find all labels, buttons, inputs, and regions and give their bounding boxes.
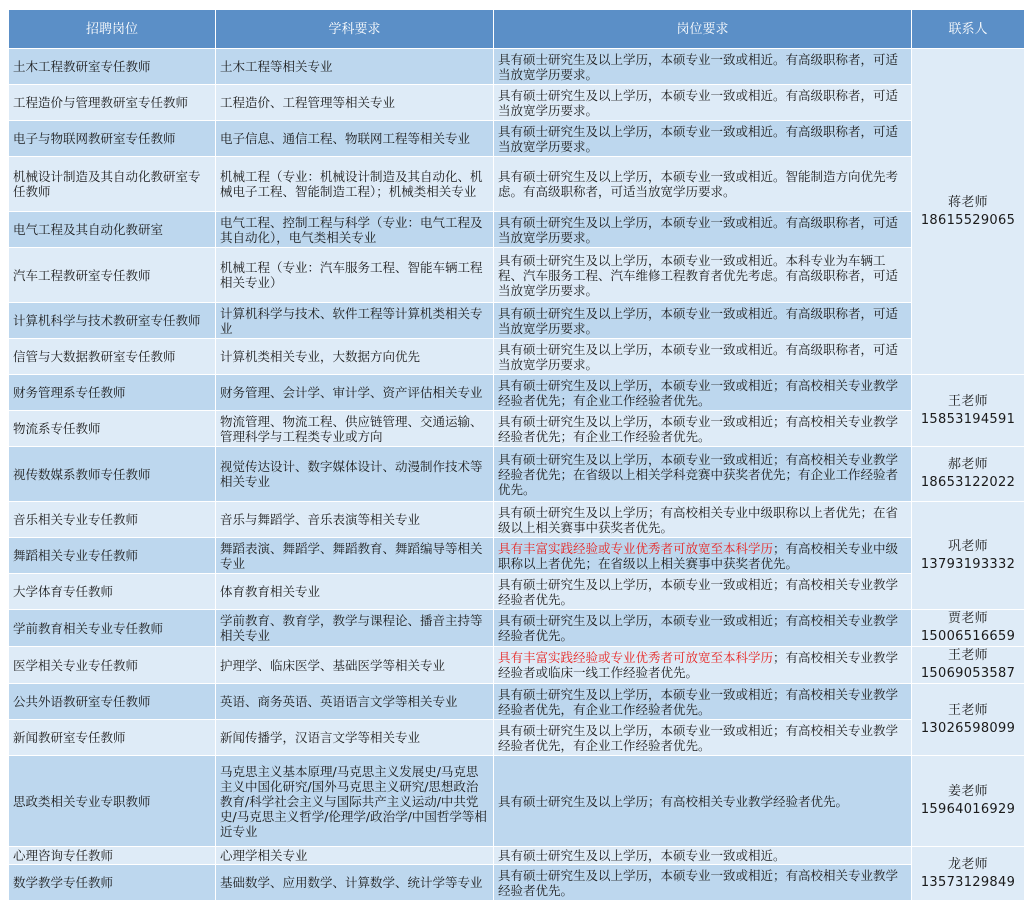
contact-cell	[912, 447, 1024, 502]
contact-phone: 13026598099	[916, 720, 1020, 738]
requirement-cell	[494, 339, 912, 375]
contact-name: 王老师	[916, 647, 1020, 665]
contact-cell	[912, 502, 1024, 610]
position-cell: 舞蹈相关专业专任教师	[9, 538, 216, 574]
position-cell: 机械设计制造及其自动化教研室专任教师	[9, 157, 216, 212]
subject-cell: 计算机类相关专业，大数据方向优先	[216, 339, 494, 375]
table-row	[9, 303, 1024, 339]
table-row	[9, 248, 1024, 303]
requirement-cell	[494, 574, 912, 610]
subject-cell: 新闻传播学，汉语言文学等相关专业	[216, 720, 494, 756]
contact-name: 蒋老师	[916, 194, 1020, 212]
subject-cell: 财务管理、会计学、审计学、资产评估相关专业	[216, 375, 494, 411]
position-cell: 数学教学专任教师	[9, 865, 216, 901]
requirement-text: 具有硕士研究生及以上学历，本硕专业一致或相近；有高校相关专业教学经验者优先。	[498, 868, 898, 898]
requirement-text: ；有高校相关专业教学经验者或临床一线工作经验者优先。	[498, 650, 898, 680]
subject-cell: 电子信息、通信工程、物联网工程等相关专业	[216, 121, 494, 157]
requirement-cell	[494, 157, 912, 212]
contact-name: 巩老师	[916, 538, 1020, 556]
requirement-cell	[494, 49, 912, 85]
subject-cell: 心理学相关专业	[216, 847, 494, 865]
table-row	[9, 447, 1024, 502]
requirement-cell	[494, 212, 912, 248]
table-header-row	[9, 10, 1024, 49]
contact-name: 贾老师	[916, 610, 1020, 628]
requirement-text: 具有硕士研究生及以上学历，本硕专业一致或相近。智能制造方向优先考虑。有高级职称者，可适当放宽学历要求。	[498, 169, 898, 199]
requirement-cell	[494, 865, 912, 901]
table-row	[9, 121, 1024, 157]
position-cell: 信管与大数据教研室专任教师	[9, 339, 216, 375]
requirement-cell	[494, 411, 912, 447]
subject-cell: 机械工程（专业：机械设计制造及其自动化、机械电子工程、智能制造工程）；机械类相关专业	[216, 157, 494, 212]
requirement-text: 具有硕士研究生及以上学历，本硕专业一致或相近；有高校相关专业教学经验者优先，有企业工作经验者优先。	[498, 723, 898, 753]
requirement-text: 具有硕士研究生及以上学历，本硕专业一致或相近。有高级职称者，可适当放宽学历要求。	[498, 306, 898, 336]
recruitment-table	[8, 9, 1024, 901]
position-cell: 新闻教研室专任教师	[9, 720, 216, 756]
requirement-text: 具有硕士研究生及以上学历；有高校相关专业中级职称以上者优先；在省级以上相关赛事中获奖者优先。	[498, 505, 898, 535]
contact-cell	[912, 610, 1024, 647]
contact-cell	[912, 684, 1024, 756]
requirement-text: 具有硕士研究生及以上学历；有高校相关专业教学经验者优先。	[498, 794, 848, 809]
table-row	[9, 574, 1024, 610]
header-position: 招聘岗位	[9, 10, 216, 49]
position-cell: 音乐相关专业专任教师	[9, 502, 216, 538]
requirement-cell	[494, 121, 912, 157]
subject-cell: 舞蹈表演、舞蹈学、舞蹈教育、舞蹈编导等相关专业	[216, 538, 494, 574]
requirement-text: 具有硕士研究生及以上学历，本硕专业一致或相近；有高校相关专业教学经验者优先；有企业工作经验者优先。	[498, 414, 898, 444]
subject-cell: 机械工程（专业：汽车服务工程、智能车辆工程相关专业）	[216, 248, 494, 303]
contact-name: 郝老师	[916, 456, 1020, 474]
requirement-text: 具有硕士研究生及以上学历，本硕专业一致或相近。有高级职称者，可适当放宽学历要求。	[498, 124, 898, 154]
subject-cell: 音乐与舞蹈学、音乐表演等相关专业	[216, 502, 494, 538]
position-cell: 心理咨询专任教师	[9, 847, 216, 865]
position-cell: 土木工程教研室专任教师	[9, 49, 216, 85]
requirement-cell	[494, 502, 912, 538]
contact-cell	[912, 647, 1024, 684]
position-cell: 思政类相关专业专职教师	[9, 756, 216, 847]
contact-phone: 15069053587	[916, 665, 1020, 683]
requirement-cell	[494, 647, 912, 684]
position-cell: 公共外语教研室专任教师	[9, 684, 216, 720]
table-row	[9, 411, 1024, 447]
requirement-cell	[494, 684, 912, 720]
position-cell: 大学体育专任教师	[9, 574, 216, 610]
position-cell: 医学相关专业专任教师	[9, 647, 216, 684]
requirement-text: 具有硕士研究生及以上学历，本硕专业一致或相近；有高校相关专业教学经验者优先，有企业工作经验者优先。	[498, 687, 898, 717]
contact-phone: 18615529065	[916, 212, 1020, 230]
contact-name: 姜老师	[916, 783, 1020, 801]
table-row	[9, 212, 1024, 248]
subject-cell: 土木工程等相关专业	[216, 49, 494, 85]
subject-cell: 英语、商务英语、英语语言文学等相关专业	[216, 684, 494, 720]
contact-phone: 18653122022	[916, 474, 1020, 492]
requirement-text: ；有高校相关专业中级职称以上者优先；在省级以上相关赛事中获奖者优先。	[498, 541, 898, 571]
table-row	[9, 865, 1024, 901]
subject-cell: 学前教育、教育学，教学与课程论、播音主持等相关专业	[216, 610, 494, 647]
requirement-text: 具有硕士研究生及以上学历，本硕专业一致或相近；有高校相关专业教学经验者优先。	[498, 613, 898, 643]
contact-name: 龙老师	[916, 856, 1020, 874]
requirement-cell	[494, 756, 912, 847]
requirement-text: 具有硕士研究生及以上学历，本硕专业一致或相近。有高级职称者，可适当放宽学历要求。	[498, 52, 898, 82]
requirement-cell	[494, 610, 912, 647]
position-cell: 工程造价与管理教研室专任教师	[9, 85, 216, 121]
header-requirement: 岗位要求	[494, 10, 912, 49]
table-row	[9, 375, 1024, 411]
table-row	[9, 647, 1024, 684]
position-cell: 计算机科学与技术教研室专任教师	[9, 303, 216, 339]
position-cell: 电气工程及其自动化教研室	[9, 212, 216, 248]
contact-phone: 15853194591	[916, 411, 1020, 429]
requirement-text: 具有硕士研究生及以上学历，本硕专业一致或相近。	[498, 848, 786, 863]
subject-cell: 视觉传达设计、数字媒体设计、动漫制作技术等相关专业	[216, 447, 494, 502]
contact-phone: 13573129849	[916, 874, 1020, 892]
position-cell: 视传数媒系教师专任教师	[9, 447, 216, 502]
table-row	[9, 339, 1024, 375]
table-row	[9, 85, 1024, 121]
requirement-text: 具有硕士研究生及以上学历，本硕专业一致或相近。有高级职称者，可适当放宽学历要求。	[498, 88, 898, 118]
contact-phone: 15964016929	[916, 801, 1020, 819]
requirement-cell	[494, 847, 912, 865]
requirement-text: 具有硕士研究生及以上学历，本硕专业一致或相近；有高校相关专业教学经验者优先。	[498, 577, 898, 607]
position-cell: 汽车工程教研室专任教师	[9, 248, 216, 303]
requirement-text: 具有硕士研究生及以上学历，本硕专业一致或相近；有高校相关专业教学经验者优先；在省级以上相关学科竞赛中获奖者优先；有企业工作经验者优先。	[498, 452, 898, 497]
contact-cell	[912, 847, 1024, 901]
requirement-text: 具有硕士研究生及以上学历，本硕专业一致或相近。有高级职称者，可适当放宽学历要求。	[498, 342, 898, 372]
subject-cell: 基础数学、应用数学、计算数学、统计学等专业	[216, 865, 494, 901]
requirement-text: 具有硕士研究生及以上学历，本硕专业一致或相近。本科专业为车辆工程、汽车服务工程、汽车维修工程教育者优先考虑。有高级职称者，可适当放宽学历要求。	[498, 253, 898, 298]
requirement-cell	[494, 538, 912, 574]
highlighted-requirement: 具有丰富实践经验或专业优秀者可放宽至本科学历	[498, 650, 773, 665]
requirement-cell	[494, 447, 912, 502]
subject-cell: 护理学、临床医学、基础医学等相关专业	[216, 647, 494, 684]
table-row	[9, 502, 1024, 538]
requirement-cell	[494, 248, 912, 303]
subject-cell: 物流管理、物流工程、供应链管理、交通运输、管理科学与工程类专业或方向	[216, 411, 494, 447]
requirement-text: 具有硕士研究生及以上学历，本硕专业一致或相近。有高级职称者，可适当放宽学历要求。	[498, 215, 898, 245]
position-cell: 财务管理系专任教师	[9, 375, 216, 411]
table-body	[9, 49, 1024, 901]
table-row	[9, 756, 1024, 847]
header-contact: 联系人	[912, 10, 1024, 49]
requirement-text: 具有硕士研究生及以上学历，本硕专业一致或相近；有高校相关专业教学经验者优先；有企业工作经验者优先。	[498, 378, 898, 408]
highlighted-requirement: 具有丰富实践经验或专业优秀者可放宽至本科学历	[498, 541, 773, 556]
requirement-cell	[494, 85, 912, 121]
requirement-cell	[494, 375, 912, 411]
table-row	[9, 847, 1024, 865]
subject-cell: 马克思主义基本原理/马克思主义发展史/马克思主义中国化研究/国外马克思主义研究/思想政治教育/科学社会主义与国际共产主义运动/中共党史/马克思主义哲学/伦理学/政治学/中国哲学等相近专业	[216, 756, 494, 847]
contact-name: 王老师	[916, 702, 1020, 720]
subject-cell: 工程造价、工程管理等相关专业	[216, 85, 494, 121]
subject-cell: 计算机科学与技术、软件工程等计算机类相关专业	[216, 303, 494, 339]
subject-cell: 电气工程、控制工程与科学（专业：电气工程及其自动化），电气类相关专业	[216, 212, 494, 248]
table-row	[9, 684, 1024, 720]
contact-phone: 13793193332	[916, 556, 1020, 574]
table-row	[9, 157, 1024, 212]
subject-cell: 体育教育相关专业	[216, 574, 494, 610]
requirement-cell	[494, 720, 912, 756]
contact-phone: 15006516659	[916, 628, 1020, 646]
table-row	[9, 538, 1024, 574]
table-row	[9, 610, 1024, 647]
contact-cell	[912, 49, 1024, 375]
contact-cell	[912, 375, 1024, 447]
header-subject: 学科要求	[216, 10, 494, 49]
contact-cell	[912, 756, 1024, 847]
position-cell: 电子与物联网教研室专任教师	[9, 121, 216, 157]
table-row	[9, 49, 1024, 85]
position-cell: 物流系专任教师	[9, 411, 216, 447]
requirement-cell	[494, 303, 912, 339]
position-cell: 学前教育相关专业专任教师	[9, 610, 216, 647]
contact-name: 王老师	[916, 393, 1020, 411]
table-row	[9, 720, 1024, 756]
